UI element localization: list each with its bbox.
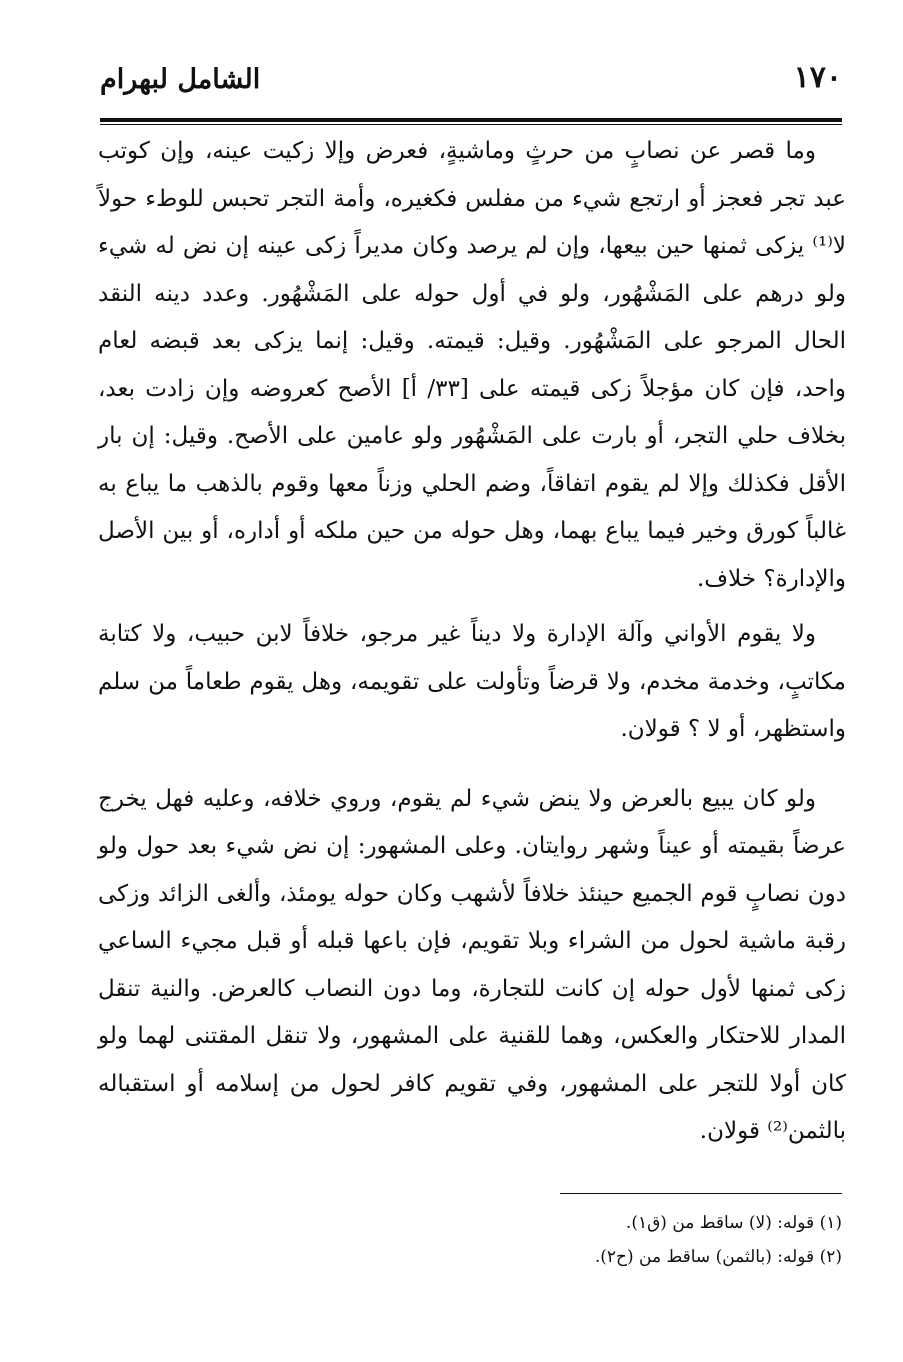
footnote-1: (١) قوله: (لا) ساقط من (ق١). (625, 1213, 842, 1233)
footnote-2: (٢) قوله: (بالثمن) ساقط من (ح٢). (594, 1247, 842, 1267)
page-header (100, 58, 842, 122)
header-rule-thin (100, 124, 842, 125)
footnote-separator (560, 1193, 842, 1194)
main-text (98, 128, 846, 1156)
paragraph-2: ولا يقوم الأواني وآلة الإدارة ولا ديناً غير مرجو، خلافاً لابن حبيب، ولا كتابة مكاتبٍ، وخدمة مخدم، ولا قرضاً وتأولت على تقويمه، وهل يقوم طعاماً من سلم واستظهر، أو لا ؟ قولان. (98, 621, 846, 742)
running-title: الشامل لبهرام (100, 64, 261, 95)
paragraph-3: ولو كان يبيع بالعرض ولا ينض شيء لم يقوم، وروي خلافه، وعليه فهل يخرج عرضاً بقيمته أو عيناً وشهر روايتان. وعلى المشهور: إن نض شيء بعد حول ولو دون نصابٍ قوم الجميع حينئذ خلافاً لأشهب وكان حوله يومئذ، وألغى الزائد وزكى رقبة ماشية لحول من الشراء وبلا تقويم، فإن باعها قبله أو قبل مجيء الساعي زكى ثمنها لأول حوله إن كانت للتجارة، وما دون النصاب كالعرض. والنية تنقل المدار للاحتكار والعكس، وهما للقنية على المشهور، ولا تنقل المقتنى لهما ولو كان أولا للتجر على المشهور، وفي تقويم كافر لحول من إسلامه أو استقباله بالثمن⁽²⁾ قولان. (98, 785, 846, 1144)
page-number: ١٧٠ (793, 60, 842, 95)
header-rule-thick (100, 118, 842, 122)
paragraph-1: وما قصر عن نصابٍ من حرثٍ وماشيةٍ، فعرض وإلا زكيت عينه، وإن كوتب عبد تجر فعجز أو ارتجع شيء من مفلس فكغيره، وأمة التجر تحبس للوطء حولاً لا⁽¹⁾ يزكى ثمنها حين بيعها، وإن لم يرصد وكان مديراً زكى عينه إن نض له شيء ولو درهم على المَشْهُور، ولو في أول حوله على المَشْهُور. وعدد دينه النقد الحال المرجو على المَشْهُور. وقيل: قيمته. وقيل: إنما يزكى بعد قبضه لعام واحد، فإن كان مؤجلاً زكى قيمته على [٣٣/ أ] الأصح كعروضه وإن زادت بعد، بخلاف حلي التجر، أو بارت على المَشْهُور ولو عامين على الأصح. وقيل: إن بار الأقل فكذلك وإلا لم يقوم اتفاقاً، وضم الحلي وزناً معها وقوم بالذهب ما يباع به غالباً كورق وخير فيما يباع بهما، وهل حوله من حين ملكه أو أداره، أو بين الأصل والإدارة؟ خلاف. (98, 138, 847, 592)
footnotes (242, 1206, 842, 1274)
